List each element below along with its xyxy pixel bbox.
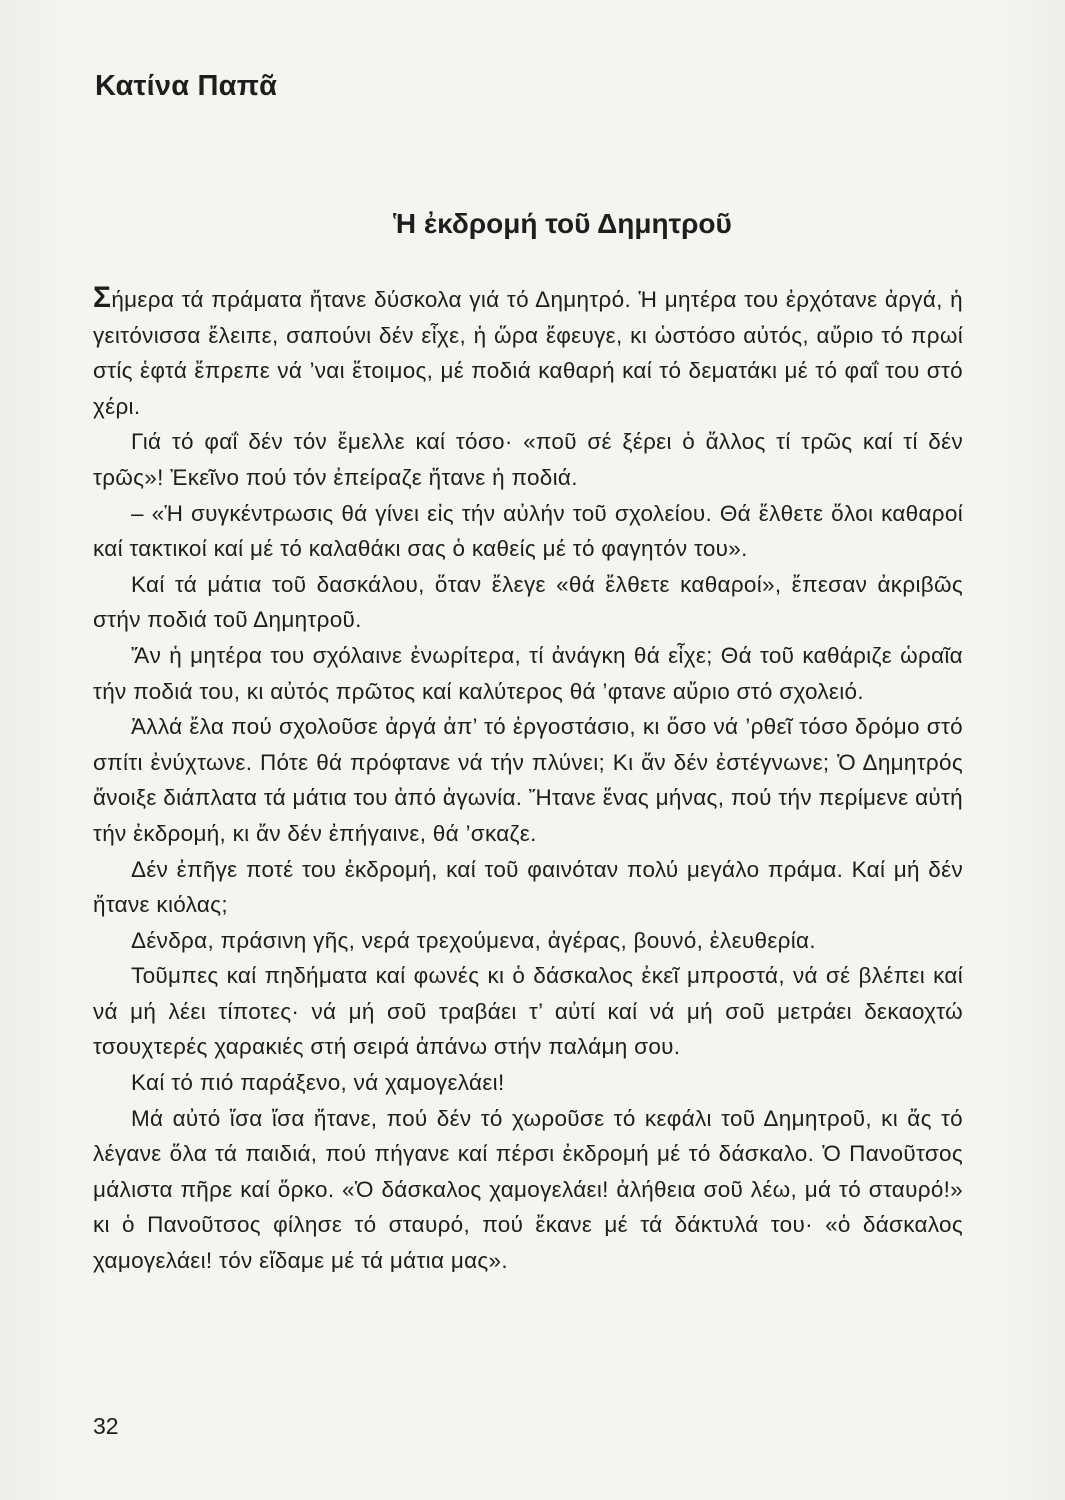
drop-cap: Σ [93,281,112,314]
paragraph-2: Γιά τό φαΐ δέν τόν ἔμελλε καί τόσο· «ποῦ σέ ξέρει ὁ ἄλλος τί τρῶς καί τί δέν τρῶς»! Ἐκεῖνο πού τόν ἐπείραζε ἤτανε ἡ ποδιά. [93,429,963,490]
paragraph-10: Καί τό πιό παράξενο, νά χαμογελάει! [131,1070,505,1096]
paragraph-text: ήμερα τά πράματα ἤτανε δύσκολα γιά τό Δημητρό. Ἡ μητέρα του ἐρχότανε ἀργά, ἡ γειτόνισσα ἔλειπε, σαπούνι δέν εἶχε, ἡ ὥρα ἔφευγε, κι ὡστόσο αὐτός, αὔριο τό πρωί στίς ἑφτά ἔπρεπε νά ’ναι ἕτοιμος, μέ ποδιά καθαρή καί τό δεματάκι μέ τό φαΐ του στό χέρι. [93,287,963,419]
page-number: 32 [93,1413,119,1439]
author-name: Κατίνα Παπᾶ [95,70,278,102]
story-title: Ἡ ἐκδρομή τοῦ Δημητροῦ [393,208,732,239]
paragraph-3: – «Ἡ συγκέντρωσις θά γίνει εἰς τήν αὐλήν τοῦ σχολείου. Θά ἔλθετε ὅλοι καθαροί καί τακτικοί καί μέ τό καλαθάκι σας ὁ καθείς μέ τό φαγητόν του». [93,500,963,562]
paragraph-11: Μά αὐτό ἴσα ἴσα ἤτανε, πού δέν τό χωροῦσε τό κεφάλι τοῦ Δημητροῦ, κι ἄς τό λέγανε ὅλα τά παιδιά, πού πήγανε καί πέρσι ἐκδρομή μέ τό δάσκαλο. Ὁ Πανοῦτσος μάλιστα πῆρε καί ὅρκο. «Ὁ δάσκαλος χαμογελάει! ἀλήθεια σοῦ λέω, μά τό σταυρό!» κι ὁ Πανοῦτσος φίλησε τό σταυρό, πού ἔκανε μέ τά δάκτυλά του· «ὁ δάσκαλος χαμογελάει! τόν εἴδαμε μέ τά μάτια μας». [93,1105,963,1274]
paragraph-8: Δένδρα, πράσινη γῆς, νερά τρεχούμενα, ἀγέρας, βουνό, ἐλευθερία. [131,927,816,953]
story-body [93,282,963,1279]
paragraph-1 [93,282,963,424]
paragraph-5: Ἄν ἡ μητέρα του σχόλαινε ἐνωρίτερα, τί ἀνάγκη θά εἶχε; Θά τοῦ καθάριζε ὡραῖα τήν ποδιά του, κι αὐτός πρῶτος καί καλύτερος θά ’φτανε αὔριο στό σχολειό. [93,642,963,704]
paragraph-9: Τοῦμπες καί πηδήματα καί φωνές κι ὁ δάσκαλος ἐκεῖ μπροστά, νά σέ βλέπει καί νά μή λέει τίποτες· νά μή σοῦ τραβάει τ’ αὐτί καί νά μή σοῦ μετράει δεκαοχτώ τσουχτερές χαρακιές στή σειρά ἀπάνω στήν παλάμη σου. [93,963,963,1060]
paragraph-7: Δέν ἐπῆγε ποτέ του ἐκδρομή, καί τοῦ φαινόταν πολύ μεγάλο πράμα. Καί μή δέν ἤτανε κιόλας; [93,856,963,918]
paragraph-4: Καί τά μάτια τοῦ δασκάλου, ὅταν ἔλεγε «θά ἔλθετε καθαροί», ἔπεσαν ἀκριβῶς στήν ποδιά τοῦ Δημητροῦ. [93,571,963,633]
paragraph-6: Ἀλλά ἔλα πού σχολοῦσε ἀργά ἀπ’ τό ἐργοστάσιο, κι ὅσο νά ’ρθεῖ τόσο δρόμο στό σπίτι ἐνύχτωνε. Πότε θά πρόφτανε νά τήν πλύνει; Κι ἄν δέν ἐστέγνωνε; Ὁ Δημητρός ἄνοιξε διάπλατα τά μάτια του ἀπό ἀγωνία. Ἤτανε ἕνας μήνας, πού τήν περίμενε αὐτή τήν ἐκδρομή, κι ἄν δέν ἐπήγαινε, θά ’σκαζε. [93,714,963,846]
